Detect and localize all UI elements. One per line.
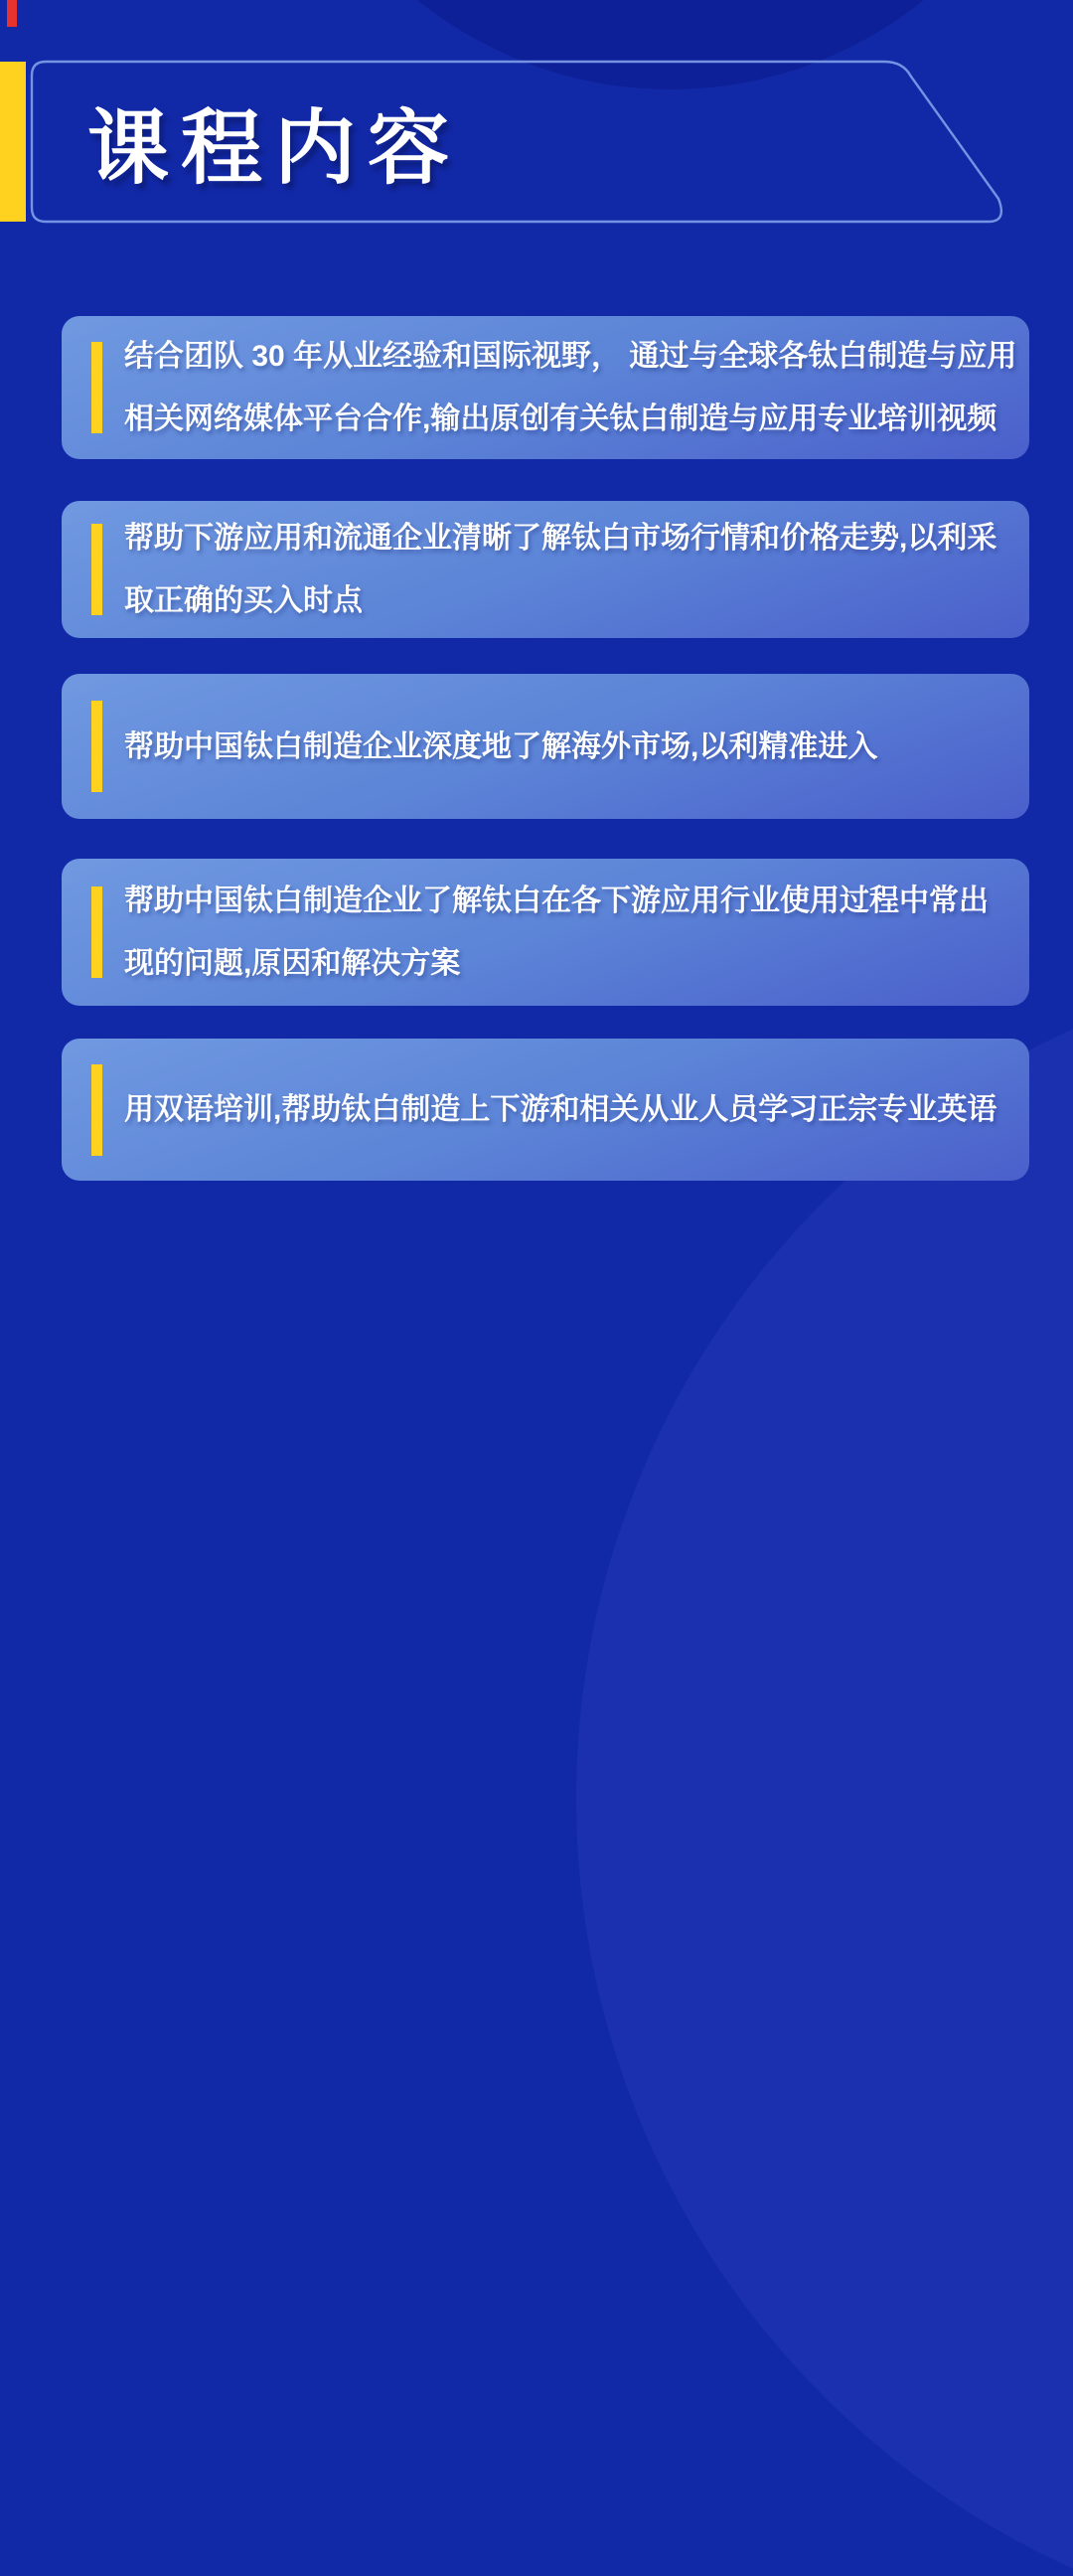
card-text-line: 帮助下游应用和流通企业清晰了解钛白市场行情和价格走势,以利采 xyxy=(124,522,997,555)
course-point-card xyxy=(62,501,1029,638)
card-text-line: 用双语培训,帮助钛白制造上下游和相关从业人员学习正宗专业英语 xyxy=(124,1093,997,1126)
card-text-line: 现的问题,原因和解决方案 xyxy=(124,947,461,980)
card-text-line: 相关网络媒体平台合作,输出原创有关钛白制造与应用专业培训视频 xyxy=(124,402,997,435)
card-text-line: 帮助中国钛白制造企业深度地了解海外市场,以利精准进入 xyxy=(124,729,878,763)
card-text xyxy=(62,674,1029,819)
course-point-card xyxy=(62,674,1029,819)
card-text xyxy=(62,316,1029,459)
card-text-line: 结合团队 30 年从业经验和国际视野， 通过与全球各钛白制造与应用 xyxy=(124,340,1017,373)
course-point-card xyxy=(62,1039,1029,1181)
card-text xyxy=(62,1039,1029,1181)
card-text xyxy=(62,859,1029,1006)
page-title: 课程内容 xyxy=(87,103,462,194)
card-text-line: 帮助中国钛白制造企业了解钛白在各下游应用行业使用过程中常出 xyxy=(124,885,989,917)
card-text xyxy=(62,501,1029,638)
bottom-arc-decoration xyxy=(576,954,1073,2576)
course-point-card xyxy=(62,316,1029,459)
course-point-card xyxy=(62,859,1029,1006)
card-text-line: 取正确的买入时点 xyxy=(124,584,363,617)
